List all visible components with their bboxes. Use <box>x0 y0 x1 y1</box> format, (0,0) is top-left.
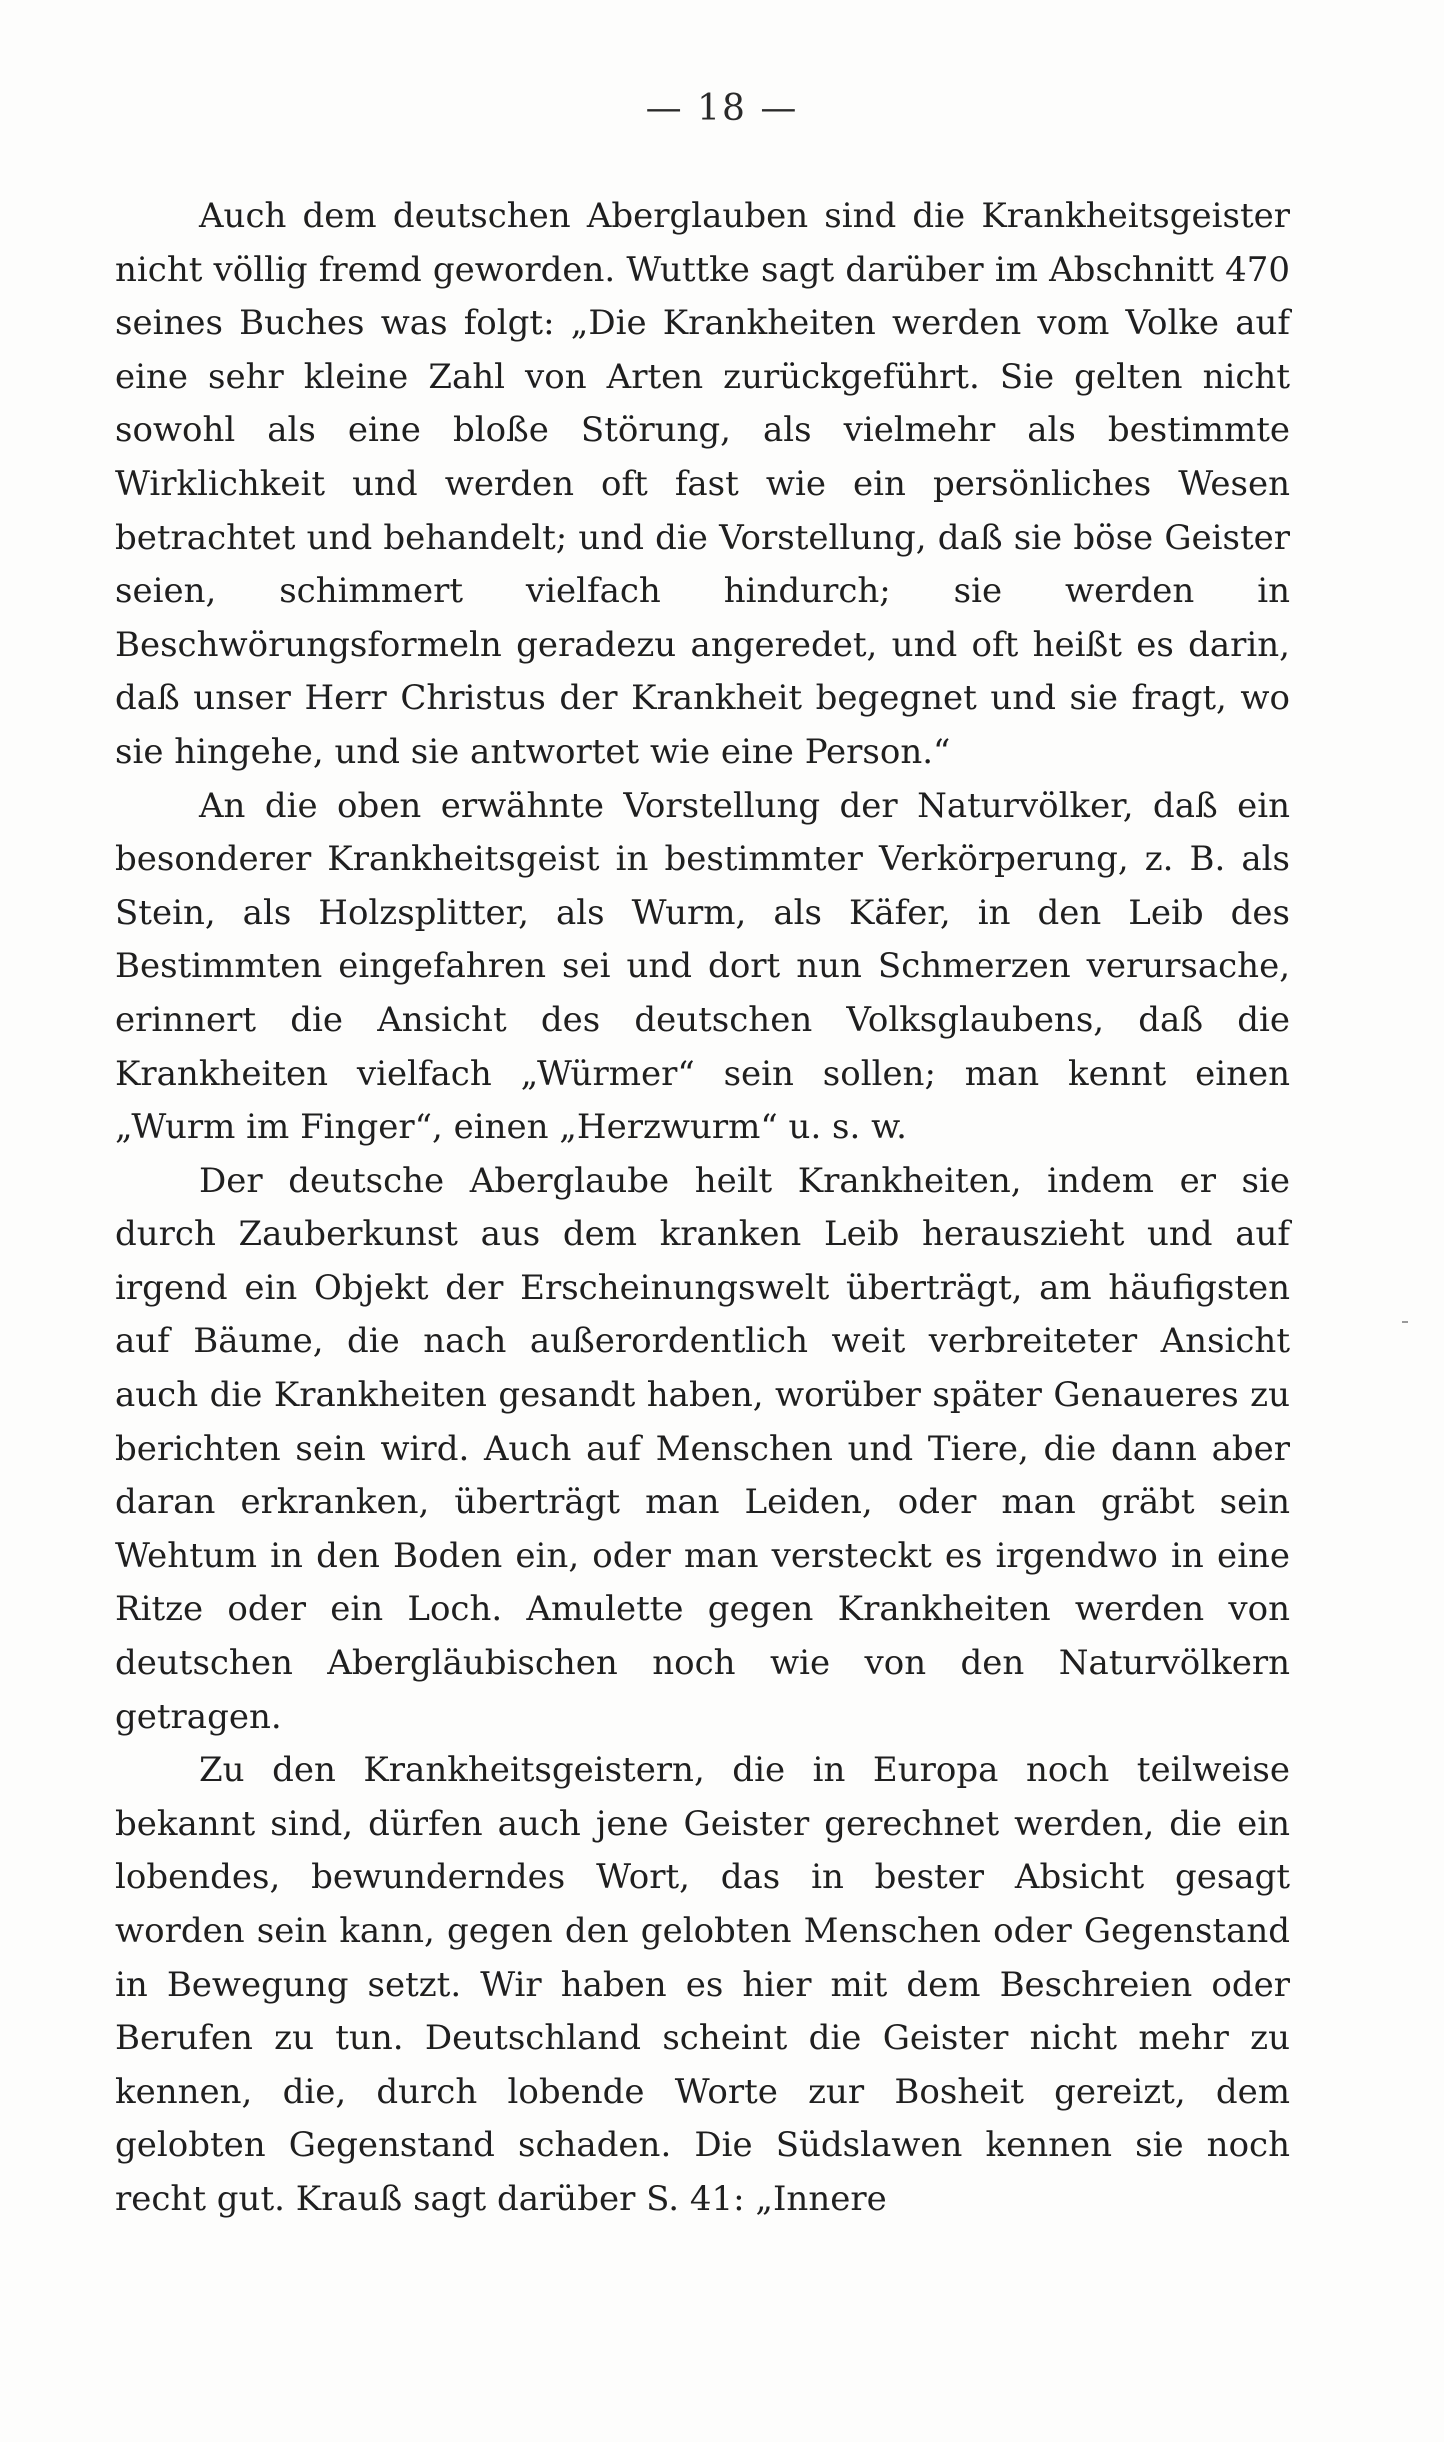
paragraph: Auch dem deutschen Aberglauben sind die Krankheitsgeister nicht völlig fremd geworden. Wuttke sagt darüber im Abschnitt 470 seines Buches was folgt: „Die Krankheiten werden vom Volke auf eine sehr kleine Zahl von Arten zurückgeführt. Sie gelten nicht sowohl als eine bloße Störung, als vielmehr als bestimmte Wirklichkeit und werden oft fast wie ein persönliches Wesen betrachtet und behandelt; und die Vorstellung, daß sie böse Geister seien, schimmert vielfach hindurch; sie werden in Beschwörungsformeln geradezu angeredet, und oft heißt es darin, daß unser Herr Christus der Krankheit begegnet und sie fragt, wo sie hingehe, und sie antwortet wie eine Person.“ <box>115 196 1290 772</box>
body-text <box>115 190 1290 2227</box>
paragraph: An die oben erwähnte Vorstellung der Naturvölker, daß ein besonderer Krankheitsgeist in bestimmter Verkörperung, z. B. als Stein, als Holzsplitter, als Wurm, als Käfer, in den Leib des Bestimmten eingefahren sei und dort nun Schmerzen verursache, erinnert die Ansicht des deutschen Volksglaubens, daß die Krankheiten vielfach „Würmer“ sein sollen; man kennt einen „Wurm im Finger“, einen „Herzwurm“ u. s. w. <box>115 785 1290 1148</box>
page-number: — 18 — <box>645 88 799 129</box>
paragraph: Zu den Krankheitsgeistern, die in Europa noch teilweise bekannt sind, dürfen auch jene Geister gerechnet werden, die ein lobendes, bewunderndes Wort, das in bester Absicht gesagt worden sein kann, gegen den gelobten Menschen oder Gegenstand in Bewegung setzt. Wir haben es hier mit dem Beschreien oder Berufen zu tun. Deutschland scheint die Geister nicht mehr zu kennen, die, durch lobende Worte zur Bosheit gereizt, dem gelobten Gegenstand schaden. Die Südslawen kennen sie noch recht gut. Krauß sagt darüber S. 41: „Innere <box>115 1750 1290 2219</box>
paragraph: Der deutsche Aberglaube heilt Krankheiten, indem er sie durch Zauberkunst aus dem kranken Leib herauszieht und auf irgend ein Objekt der Erscheinungswelt überträgt, am häufigsten auf Bäume, die nach außerordentlich weit verbreiteter Ansicht auch die Krankheiten gesandt haben, worüber später Genaueres zu berichten sein wird. Auch auf Menschen und Tiere, die dann aber daran erkranken, überträgt man Leiden, oder man gräbt sein Wehtum in den Boden ein, oder man versteckt es irgendwo in eine Ritze oder ein Loch. Amulette gegen Krankheiten werden von deutschen Abergläubischen noch wie von den Naturvölkern getragen. <box>115 1160 1290 1737</box>
margin-mark <box>1402 1321 1408 1323</box>
